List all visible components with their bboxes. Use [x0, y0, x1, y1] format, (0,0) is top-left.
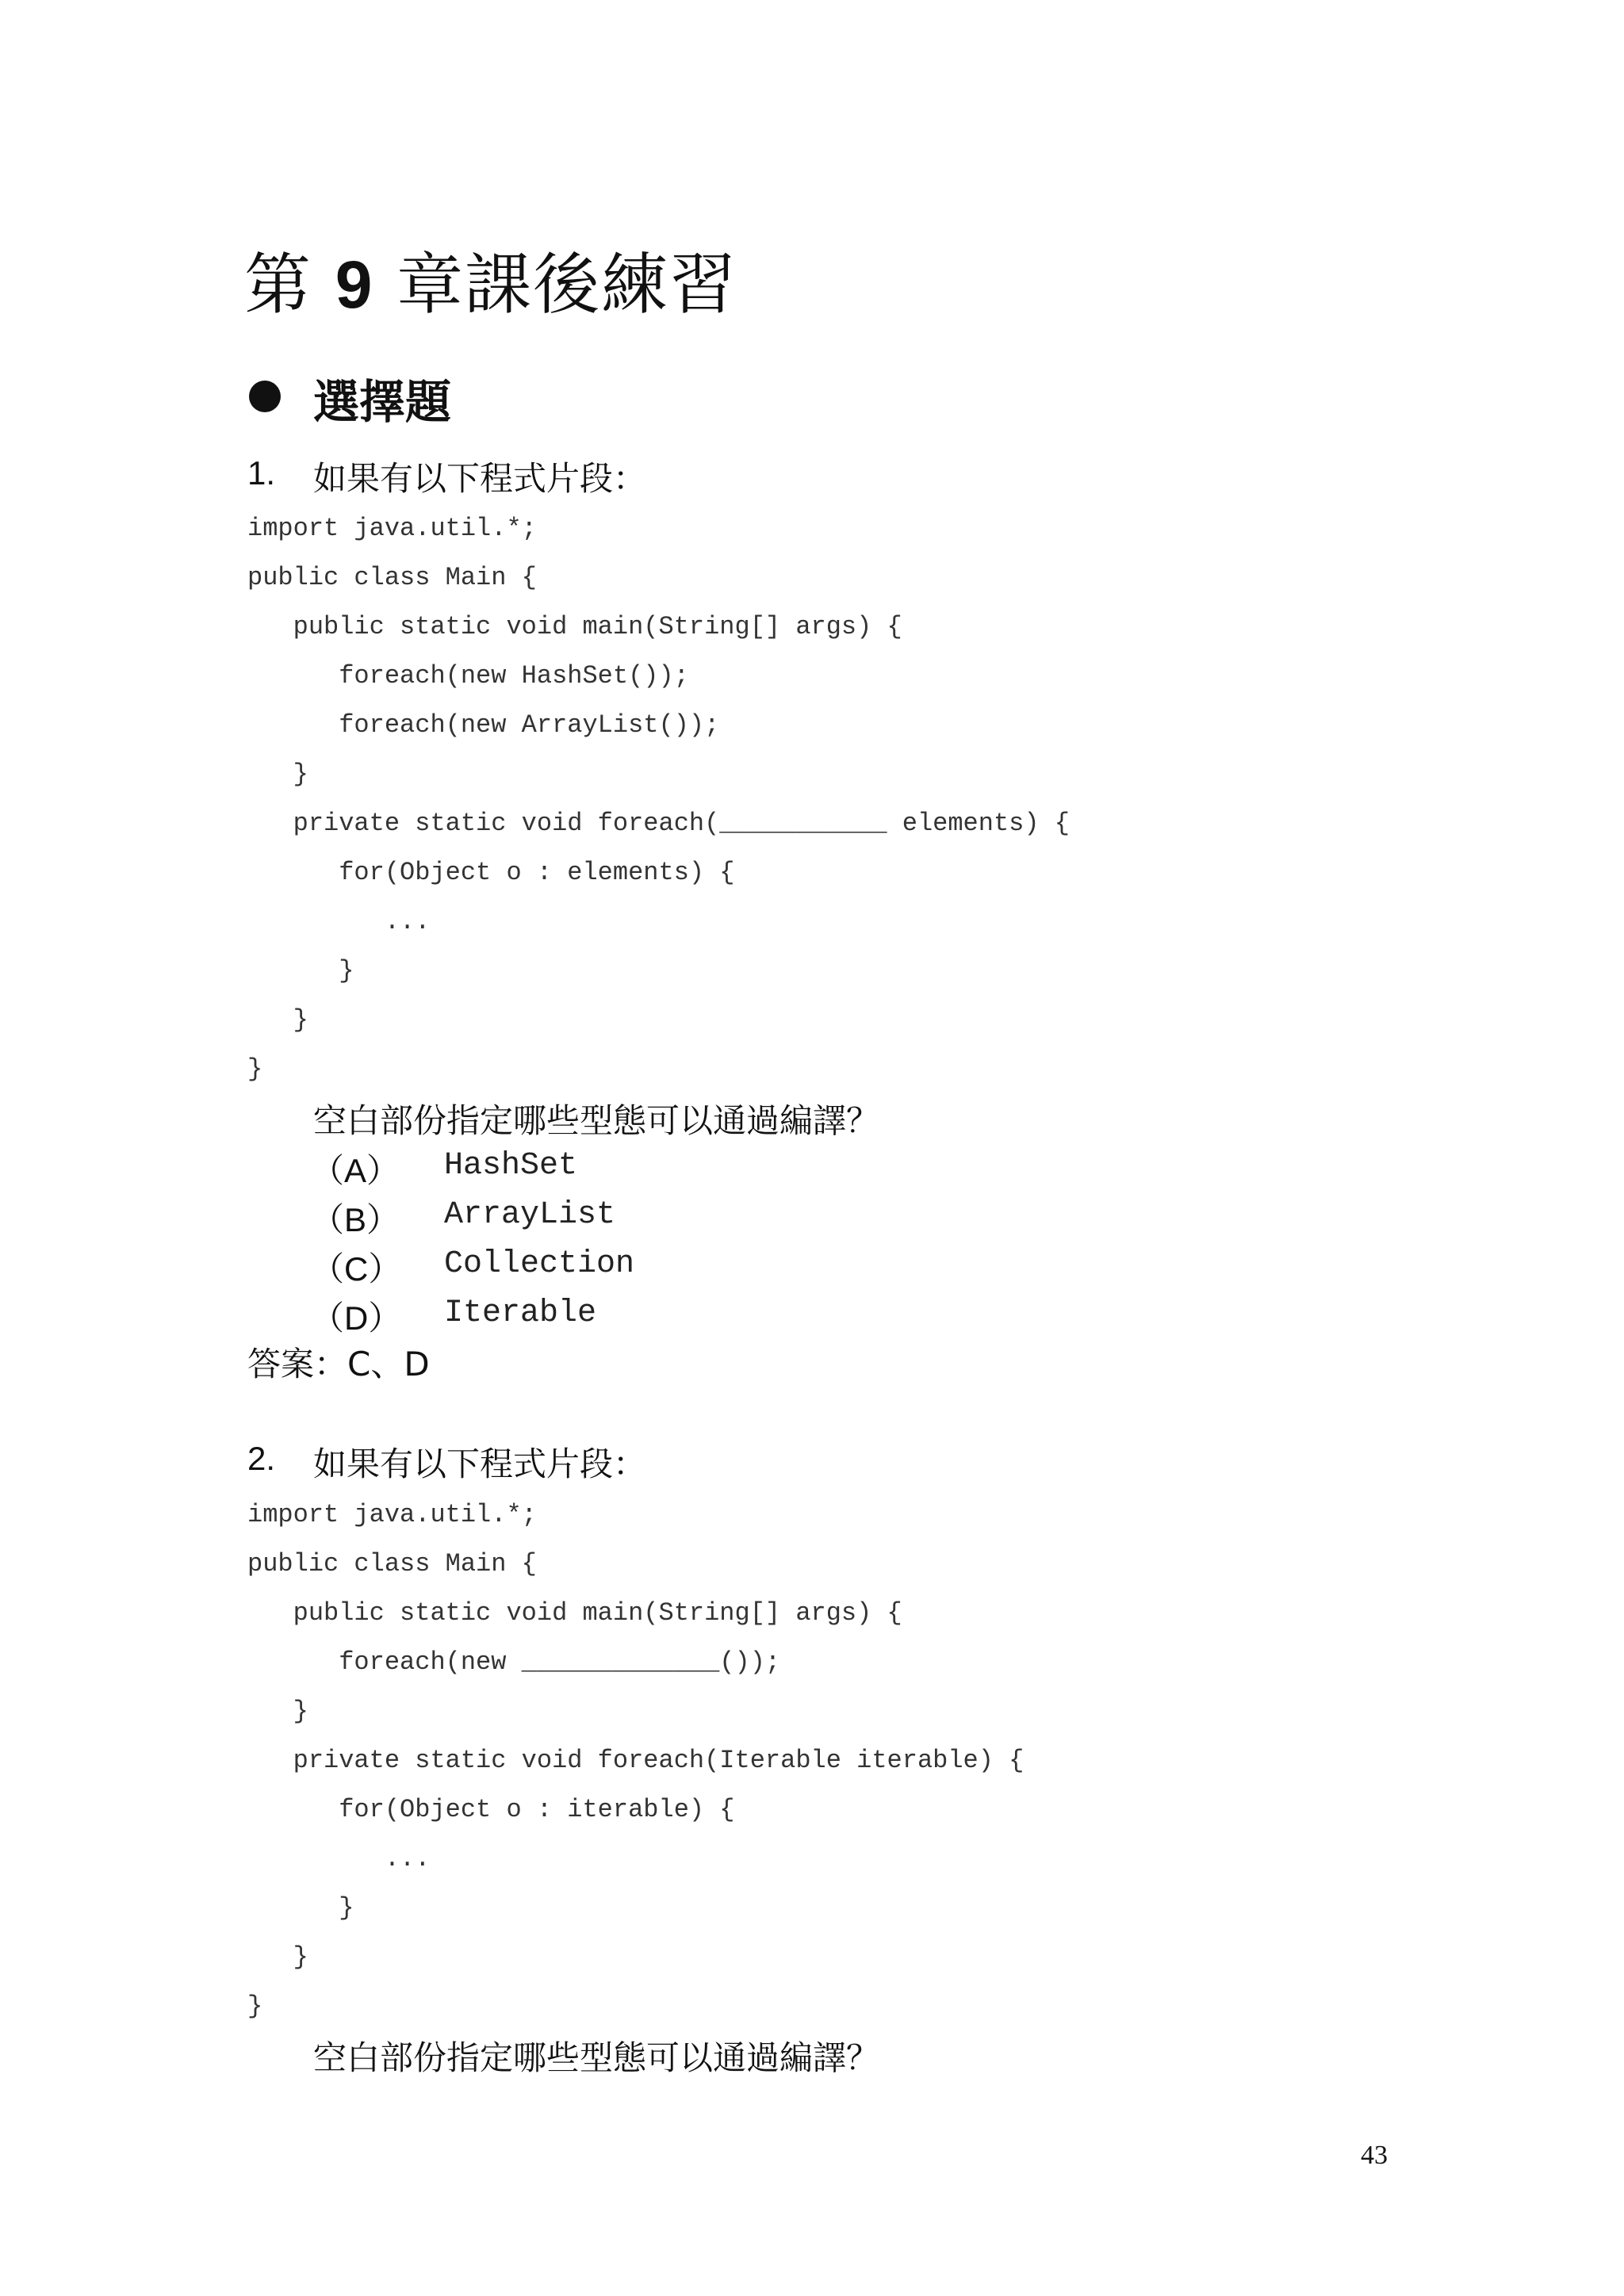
q1-option-b-label: （B）: [311, 1201, 400, 1238]
q2-code-line: private static void foreach(Iterable iterable) {: [247, 1746, 1025, 1775]
q1-code-line: public static void main(String[] args) {: [247, 612, 902, 641]
q2-code-line: public static void main(String[] args) {: [247, 1598, 902, 1628]
q2-code-line: }: [247, 1942, 308, 1972]
question-1-number: 1.: [247, 454, 276, 492]
q2-code-line: }: [247, 1992, 263, 2021]
q2-code-line: }: [247, 1893, 354, 1923]
q1-code-line: private static void foreach(___________ elements) {: [247, 809, 1070, 838]
chapter-number: 9: [335, 247, 374, 322]
bullet-icon: [249, 381, 281, 412]
q1-code-line: }: [247, 1005, 308, 1035]
chapter-title-suffix: 章課後練習: [396, 246, 738, 323]
q1-code-line: ...: [247, 907, 431, 936]
chapter-title-prefix: 第: [244, 246, 313, 323]
q1-option-b-text: ArrayList: [444, 1197, 616, 1233]
q1-code-line: foreach(new ArrayList());: [247, 710, 720, 740]
q1-code-line: foreach(new HashSet());: [247, 661, 689, 691]
q1-code-line: public class Main {: [247, 563, 537, 592]
question-1-prompt: 如果有以下程式片段：: [313, 459, 647, 498]
question-1-text: 空白部份指定哪些型態可以通過編譯？: [313, 1101, 880, 1140]
q1-option-d-label: （D）: [311, 1299, 402, 1337]
q2-code-line: ...: [247, 1844, 431, 1873]
q1-code-line: import java.util.*;: [247, 514, 537, 543]
q2-code-line: import java.util.*;: [247, 1500, 537, 1529]
q1-option-a-text: HashSet: [444, 1148, 578, 1184]
q2-code-line: foreach(new _____________());: [247, 1647, 781, 1677]
q2-code-line: public class Main {: [247, 1549, 537, 1578]
question-2-number: 2.: [247, 1440, 276, 1477]
q1-code-line: for(Object o : elements) {: [247, 858, 735, 887]
q1-option-c-text: Collection: [444, 1246, 635, 1282]
question-1-answer: 答案：C、D: [247, 1345, 430, 1383]
q1-option-a-label: （A）: [311, 1152, 400, 1189]
q1-code-line: }: [247, 760, 308, 789]
q2-code-line: for(Object o : iterable) {: [247, 1795, 735, 1824]
q1-code-line: }: [247, 956, 354, 985]
section-title: 選擇題: [313, 375, 452, 429]
q2-code-line: }: [247, 1697, 308, 1726]
q1-code-line: }: [247, 1054, 263, 1084]
question-2-prompt: 如果有以下程式片段：: [313, 1445, 647, 1483]
q1-option-c-label: （C）: [311, 1250, 402, 1288]
chapter-title: [244, 232, 737, 327]
question-2-text: 空白部份指定哪些型態可以通過編譯？: [313, 2038, 880, 2077]
page-number: 43: [1361, 2141, 1388, 2170]
q1-option-d-text: Iterable: [444, 1295, 597, 1331]
